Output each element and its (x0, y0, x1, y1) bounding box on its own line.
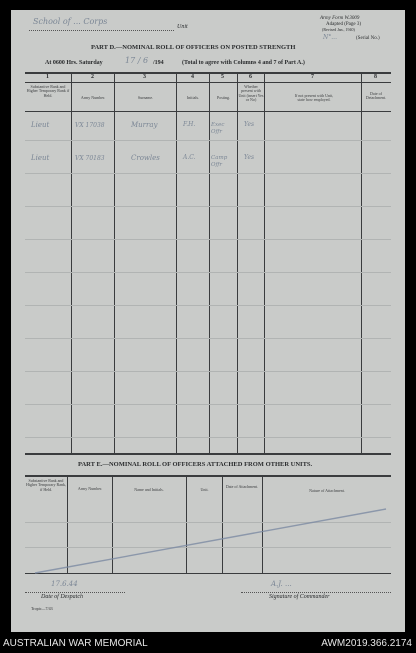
unit-label: Unit (177, 24, 188, 30)
part-d-col-divider (71, 72, 72, 453)
entry-rank: Lieut (31, 154, 50, 162)
ruled-line (25, 173, 391, 174)
part-d-date: 17 / 6 (125, 56, 149, 65)
credit-right: AWM2019.366.2174 (321, 638, 412, 649)
col-header-surname: Surname. (137, 95, 154, 100)
col-header-employed: If not present with Unit, state how employed. (294, 93, 334, 103)
col-number: 3 (143, 74, 146, 80)
part-d-title: PART D.—NOMINAL ROLL OF OFFICERS ON POSTED STRENGTH (91, 44, 296, 51)
serial-value: N°... (323, 34, 337, 41)
entry-present: Yes (244, 154, 255, 161)
part-d-top-border (25, 72, 391, 74)
ruled-line (25, 140, 391, 141)
part-e-header-attachment-date: Date of Attachment. (225, 484, 259, 489)
cancel-stroke (31, 505, 391, 577)
despatch-underline (25, 592, 125, 593)
part-d-col-divider (209, 72, 210, 453)
entry-posting: Exec Offr (211, 122, 225, 135)
col-number: 5 (221, 74, 224, 80)
part-e-header-name: Name and Initials. (134, 487, 164, 492)
part-d-header-border (25, 111, 391, 112)
serial-label: (Serial No.) (356, 36, 380, 41)
part-e-header-army-number: Army Number. (77, 486, 103, 491)
part-d-col-divider (114, 72, 115, 453)
credit-left: AUSTRALIAN WAR MEMORIAL (3, 638, 148, 649)
ruled-line (25, 338, 391, 339)
part-d-number-row-border (25, 82, 391, 83)
ruled-line (25, 305, 391, 306)
form-ref-line-2: Adapted (Page 3) (326, 22, 361, 27)
col-number: 1 (46, 74, 49, 80)
part-e-header-unit: Unit. (200, 487, 209, 492)
entry-army-number: VX 70183 (75, 155, 105, 162)
part-e-title: PART E.—NOMINAL ROLL OF OFFICERS ATTACHED FROM OTHER UNITS. (78, 461, 313, 468)
ruled-line (25, 272, 391, 273)
ruled-line (25, 206, 391, 207)
commander-signature: A.J. ... (271, 580, 292, 588)
col-number: 2 (91, 74, 94, 80)
part-d-bottom-border (25, 453, 391, 455)
part-d-col-divider (264, 72, 265, 453)
part-d-col-divider (176, 72, 177, 453)
col-header-present: Whether present with Unit (insert Yes or No) (238, 84, 264, 103)
signature-underline (241, 592, 391, 593)
despatch-date-value: 17.6.44 (51, 580, 78, 588)
entry-army-number: VX 17038 (75, 122, 105, 129)
part-e-header-rank: Substantive Rank and Higher Temporary Rank, if Held. (26, 478, 66, 492)
unit-underline (29, 30, 174, 31)
part-d-subtitle-suffix: (Total to agree with Columns 4 and 7 of Part A.) (182, 60, 305, 66)
ruled-line (25, 371, 391, 372)
entry-initials: A.C. (183, 154, 196, 161)
entry-surname: Crowles (131, 154, 160, 162)
entry-present: Yes (244, 121, 255, 128)
col-header-initials: Initials. (186, 95, 200, 100)
col-header-detachment: Date of Detachment. (365, 91, 387, 101)
entry-surname: Murray (131, 121, 158, 129)
part-e-top-border (25, 475, 391, 477)
part-d-col-divider (361, 72, 362, 453)
col-number: 8 (374, 74, 377, 80)
form-ref-line-3: (Revised Jan., 1940) (322, 27, 355, 32)
form-ref-line-1: Army Form W.3009 (320, 16, 360, 21)
entry-posting: Camp Offr (211, 155, 228, 168)
unit-value: School of ... Corps (33, 17, 108, 26)
col-header-rank: Substantive Rank and Higher Temporary Rank if Held. (26, 84, 70, 98)
ruled-line (25, 404, 391, 405)
col-number: 4 (191, 74, 194, 80)
part-e-header-nature: Nature of Attachment. (309, 488, 345, 493)
despatch-label: Date of Despatch (41, 594, 83, 600)
print-code: Tropic—7/43 (31, 606, 53, 611)
col-number: 6 (249, 74, 252, 80)
entry-rank: Lieut (31, 121, 50, 129)
entry-initials: F.H. (183, 121, 196, 128)
col-header-army-number: Army Number. (80, 95, 106, 100)
col-header-posting: Posting. (216, 95, 230, 100)
col-number: 7 (311, 74, 314, 80)
part-d-col-divider (237, 72, 238, 453)
ruled-line (25, 239, 391, 240)
part-d-year: /194 (153, 60, 164, 66)
part-d-subtitle-prefix: At 0600 Hrs. Saturday (45, 60, 103, 66)
signature-label: Signature of Commander (269, 594, 330, 600)
ruled-line (25, 437, 391, 438)
document-page (11, 10, 405, 632)
